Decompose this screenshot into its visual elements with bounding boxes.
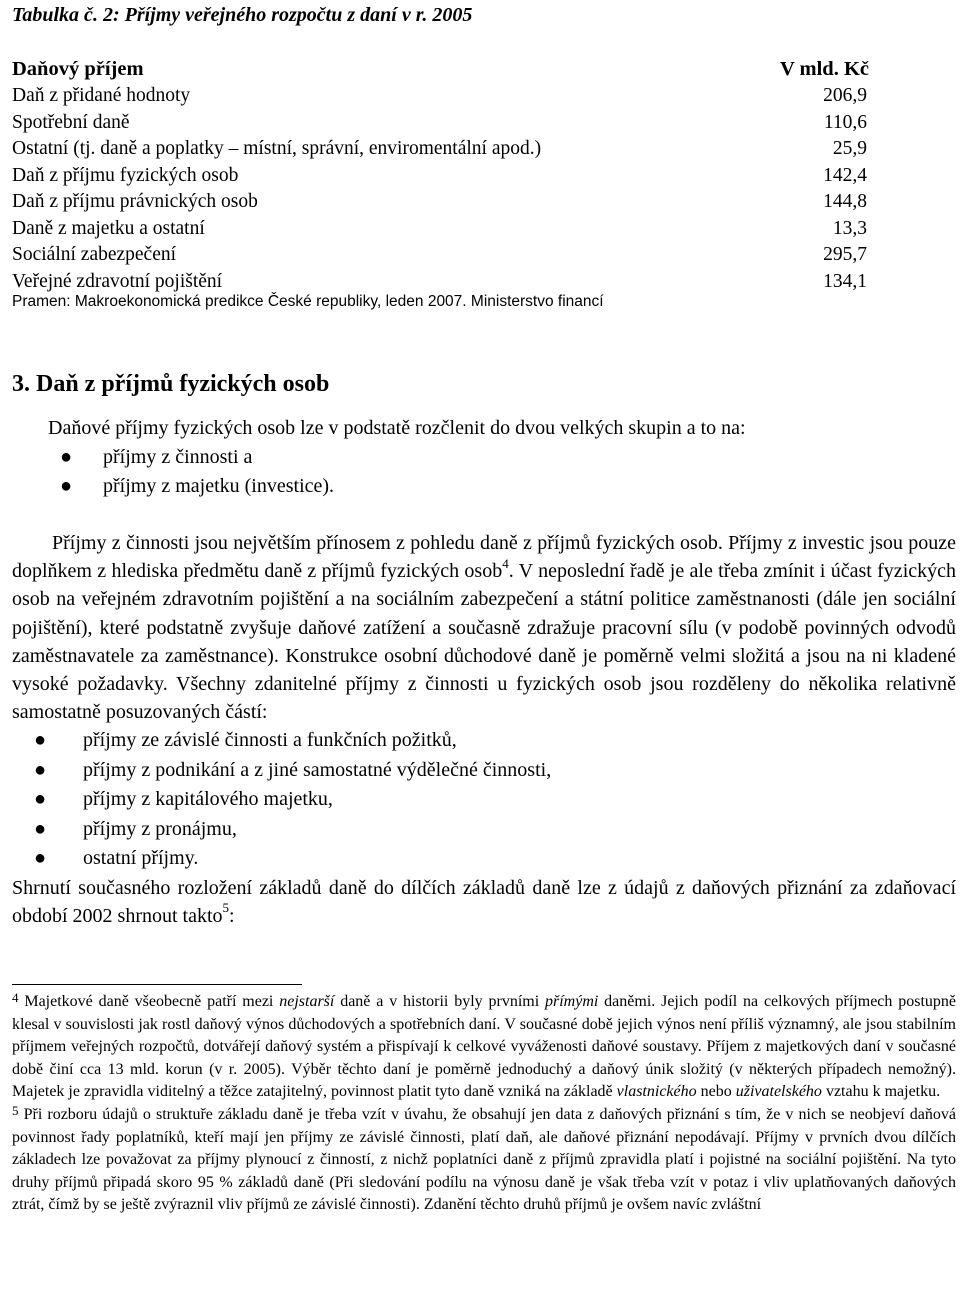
list-item xyxy=(34,756,956,786)
row-label: Ostatní (tj. daně a poplatky – místní, správní, enviromentální apod.) xyxy=(12,138,542,159)
list-item-text: ostatní příjmy. xyxy=(83,847,199,870)
table-row xyxy=(12,189,887,216)
table-row xyxy=(12,269,887,296)
list-item xyxy=(34,726,956,756)
footnote-mark: 4 xyxy=(12,990,19,1005)
header-label: Daňový příjem xyxy=(12,58,144,80)
table-caption: Tabulka č. 2: Příjmy veřejného rozpočtu z daní v r. 2005 xyxy=(12,4,473,26)
list-item xyxy=(34,785,956,815)
list-item-text: příjmy z činnosti a xyxy=(103,446,253,468)
bullet-icon: ● xyxy=(34,788,47,811)
bullet-icon: ● xyxy=(60,446,73,468)
footnote-text: daněmi. Jejich podíl na celkových příjmech postupně klesal v souvislosti jak rostl daňový výnos důchodových a spotřebních daní. V současné době jejich výnos není příliš významný, ale jsou stabilním příjmem veřejných rozpočtů, dotvářejí daňový systém a přispívají k celkové vyváženosti daňové soustavy. Příjem z majetkových daní v současné době činí cca 13 mld. korun (v r. 2005). Výběr těchto daní je poměrně jednoduchý a daňový únik složitý (v některých případech nemožný). Majetek je zpravidla viditelný a těžce zatajitelný, povinnost platit tyto daně vzniká na základě xyxy=(12,993,957,1101)
table-row xyxy=(12,110,887,137)
table-header-row xyxy=(12,55,887,83)
footnote-ref-5: 5 xyxy=(222,900,230,916)
bullet-icon: ● xyxy=(34,758,47,781)
list-item-text: příjmy ze závislé činnosti a funkčních požitků, xyxy=(83,729,457,752)
footnote-text: nebo xyxy=(696,1083,736,1101)
footnotes xyxy=(12,991,956,1217)
row-label: Daň z přidané hodnoty xyxy=(12,85,191,106)
row-label: Veřejné zdravotní pojištění xyxy=(12,270,223,292)
footnote-emphasis: nejstarší xyxy=(279,993,335,1010)
footnote-emphasis: uživatelského xyxy=(735,1083,822,1101)
table-row xyxy=(12,136,887,163)
list-item-text: příjmy z podnikání a z jiné samostatné výdělečné činnosti, xyxy=(83,758,552,781)
list-item xyxy=(60,443,334,472)
table-row xyxy=(12,163,887,190)
table-source: Pramen: Makroekonomická predikce České republiky, leden 2007. Ministerstvo financí xyxy=(12,293,604,310)
body-text xyxy=(12,529,956,930)
row-value: 206,9 xyxy=(823,85,867,106)
footnote-text: vztahu k majetku. xyxy=(821,1083,941,1101)
table-row xyxy=(12,216,887,243)
bullet-icon: ● xyxy=(34,817,47,840)
list-item xyxy=(60,472,335,501)
table-row xyxy=(12,242,887,269)
row-value: 295,7 xyxy=(823,244,867,265)
list-item xyxy=(34,815,956,845)
bullet-icon: ● xyxy=(34,847,47,870)
list-item-text: příjmy z majetku (investice). xyxy=(103,475,335,497)
paragraph xyxy=(12,529,956,726)
footnote-ref-4: 4 xyxy=(502,555,509,571)
footnote-emphasis: vlastnického xyxy=(616,1083,697,1101)
row-label: Spotřební daně xyxy=(12,111,130,133)
list-item xyxy=(34,844,956,874)
footnote-separator xyxy=(12,984,302,985)
footnote-emphasis: přímými xyxy=(545,993,599,1010)
income-groups-list xyxy=(60,443,335,501)
paragraph-text: : xyxy=(229,905,235,928)
row-label: Daň z příjmu fyzických osob xyxy=(12,164,239,186)
row-value: 142,4 xyxy=(823,164,867,186)
footnote-text: Majetkové daně všeobecně patří mezi xyxy=(18,993,280,1010)
row-label: Daně z majetku a ostatní xyxy=(12,217,205,239)
row-value: 13,3 xyxy=(832,217,867,239)
row-value: 110,6 xyxy=(823,111,867,133)
footnote-text: daně a v historii byly prvními xyxy=(334,993,545,1010)
paragraph-text: . V neposlední řadě je ale třeba zmínit i účast fyzických osob na veřejném zdravotním pojištění a na sociálním zabezpečení a státní politice zaměstnanosti (dále jen sociální pojištění), které podstatně zvyšuje daňové zatížení a současně zdražuje pracovní sílu (v podobě povinných odvodů zaměstnavatele za zaměstnance). Konstrukce osobní důchodové daně je poměrně velmi složitá a jsou na ni kladené vysoké požadavky. Všechny zdanitelné příjmy z činnosti u fyzických osob jsou rozděleny do několika relativně samostatně posuzovaných částí: xyxy=(12,560,956,724)
paragraph xyxy=(12,874,956,930)
bullet-icon: ● xyxy=(34,729,47,752)
list-item-text: příjmy z kapitálového majetku, xyxy=(83,788,333,811)
footnote-mark: 5 xyxy=(12,1102,19,1118)
section-heading: 3. Daň z příjmů fyzických osob xyxy=(12,371,330,397)
list-item-text: příjmy z pronájmu, xyxy=(83,817,237,840)
section-intro: Daňové příjmy fyzických osob lze v podstatě rozčlenit do dvou velkých skupin a to na: xyxy=(48,417,746,439)
footnote-5 xyxy=(12,1104,956,1217)
row-value: 25,9 xyxy=(832,138,867,159)
paragraph-text: Příjmy z činnosti jsou největším přínosem z pohledu daně z příjmů fyzických osob. Příjmy z investic jsou pouze doplňkem z hlediska předmětu daně z příjmů fyzických osob xyxy=(12,532,956,583)
row-value: 134,1 xyxy=(823,270,867,292)
paragraph-text: Shrnutí současného rozložení základů daně do dílčích základů daně lze z údajů z daňových přiznání za zdaňovací období 2002 shrnout takto xyxy=(12,876,956,928)
footnote-text: Při rozboru údajů o struktuře základu daně je třeba vzít v úvahu, že obsahují jen data z daňových přiznání s tím, že v nich se neobjeví daňová povinnost řady poplatníků, kteří mají jen příjmy ze závislé činnosti, platí daň, ale daňové přiznání nepodávají. Příjmy v prvních dvou dílčích základech lze považovat za příjmy plynoucí z činností, z nichž poplatníci daně z příjmů zpravidla platí i pojistné na sociální pojištění. Na tyto druhy příjmů připadá skoro 95 % základů daně (Při sledování podílu na výnosu daně je však třeba vzít v potaz i vliv uplatňovaných daňových ztrát, čímž by se ještě zvýraznil vliv příjmů ze závislé činnosti). Zdanění těchto druhů příjmů je ovšem navíc zvláštní xyxy=(12,1105,956,1214)
tax-revenue-table xyxy=(12,55,887,295)
bullet-icon: ● xyxy=(60,475,73,497)
table-row xyxy=(12,83,887,110)
row-label: Sociální zabezpečení xyxy=(12,244,177,265)
header-unit: V mld. Kč xyxy=(779,58,869,80)
row-value: 144,8 xyxy=(823,191,867,212)
income-parts-list xyxy=(34,726,956,874)
row-label: Daň z příjmu právnických osob xyxy=(12,191,258,212)
footnote-4 xyxy=(12,991,956,1104)
